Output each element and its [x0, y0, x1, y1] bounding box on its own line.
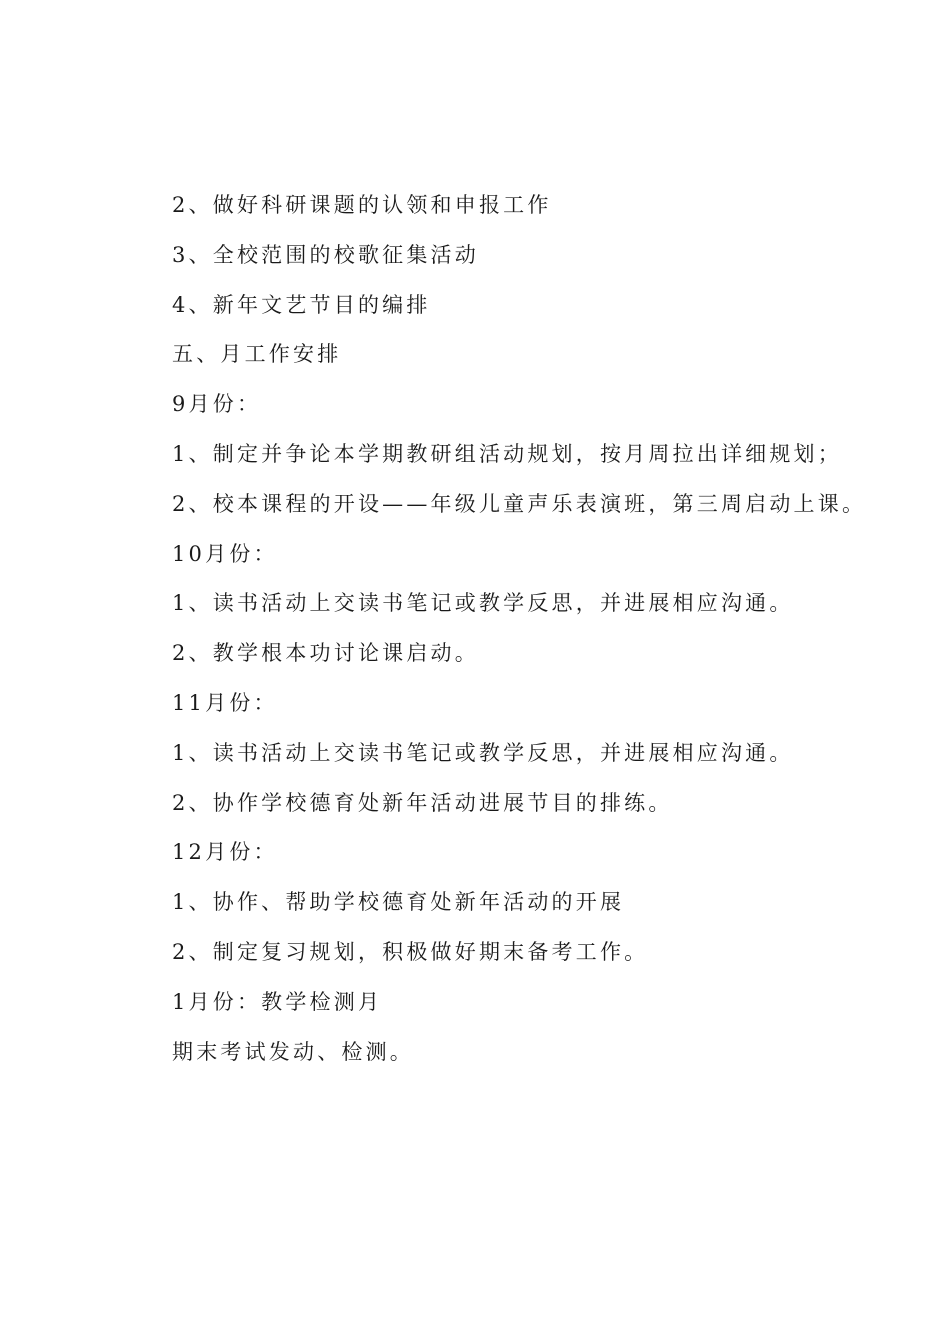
month-heading-september: 9月份： [172, 392, 262, 417]
list-item-sep-1: 1、制定并争论本学期教研组活动规划，按月周拉出详细规划； [172, 441, 842, 466]
list-item-oct-1: 1、读书活动上交读书笔记或教学反思，并进展相应沟通。 [172, 591, 794, 616]
list-item-oct-2: 2、教学根本功讨论课启动。 [172, 641, 479, 666]
list-item-new-year-program: 4、新年文艺节目的编排 [172, 292, 431, 317]
list-item-dec-1: 1、协作、帮助学校德育处新年活动的开展 [172, 890, 625, 915]
list-item-research-topics: 2、做好科研课题的认领和申报工作 [172, 193, 552, 217]
month-heading-january: 1月份：教学检测月 [172, 989, 383, 1014]
list-item-sep-2: 2、校本课程的开设——年级儿童声乐表演班，第三周启动上课。 [172, 491, 867, 516]
month-heading-november: 11月份： [172, 690, 278, 715]
list-item-jan-1: 期末考试发动、检测。 [172, 1039, 414, 1064]
list-item-nov-2: 2、协作学校德育处新年活动进展节目的排练。 [172, 790, 673, 815]
month-heading-december: 12月份： [172, 840, 278, 865]
list-item-nov-1: 1、读书活动上交读书笔记或教学反思，并进展相应沟通。 [172, 740, 794, 765]
document-body [172, 186, 932, 1082]
month-heading-october: 10月份： [172, 541, 278, 566]
list-item-dec-2: 2、制定复习规划，积极做好期末备考工作。 [172, 939, 649, 964]
section-heading-monthly-plan: 五、月工作安排 [172, 342, 342, 367]
list-item-school-song: 3、全校范围的校歌征集活动 [172, 242, 479, 267]
